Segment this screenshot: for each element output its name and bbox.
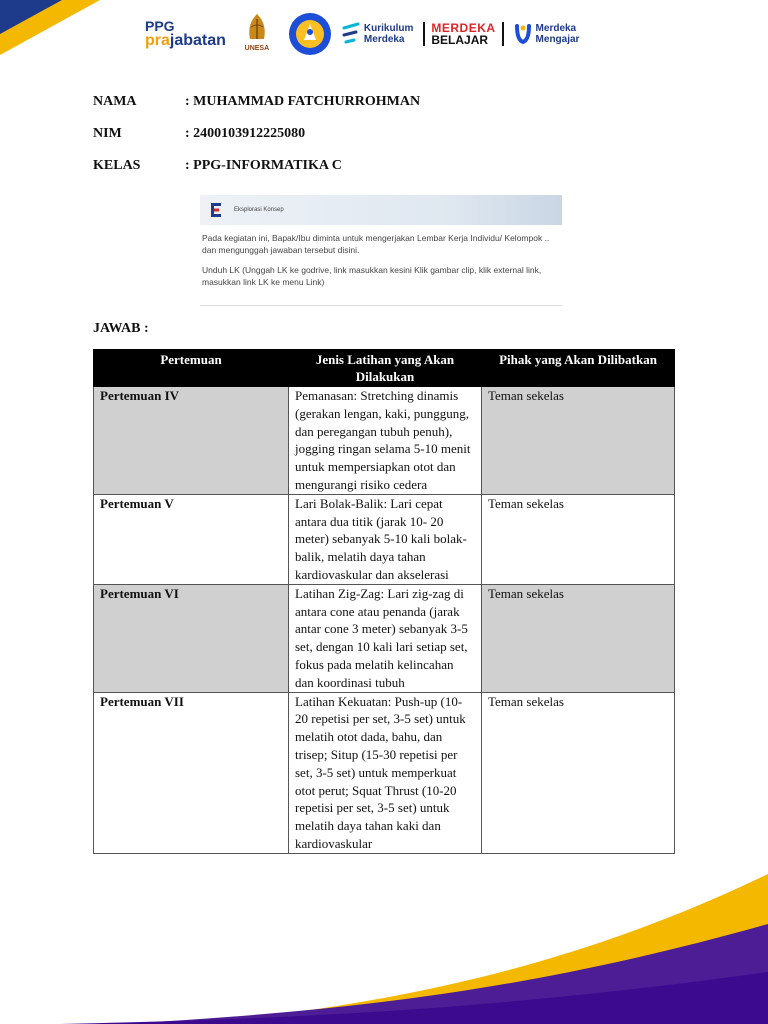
pihak-cell: Teman sekelas bbox=[482, 494, 675, 584]
latihan-cell: Pemanasan: Stretching dinamis (gerakan lengan, kaki, punggung, dan peregangan tubuh penuh), jogging ringan selama 5-10 menit untuk mempersiapkan otot dan mengurangi risiko cedera bbox=[289, 387, 482, 495]
merdeka-mengajar-logo: Merdeka Mengajar bbox=[514, 22, 580, 46]
table-header-row bbox=[94, 350, 675, 387]
identity-value: : PPG-INFORMATIKA C bbox=[185, 158, 342, 173]
pihak-cell: Teman sekelas bbox=[482, 584, 675, 692]
table-row bbox=[94, 494, 675, 584]
identity-label: NIM bbox=[93, 126, 122, 141]
identity-row-nim bbox=[93, 118, 420, 150]
latihan-cell: Latihan Kekuatan: Push-up (10-20 repetisi per set, 3-5 set) untuk melatih otot dada, bahu, dan trisep; Situp (15-30 repetisi per set, 3-5 set) untuk memperkuat otot perut; Squat Thrust (10-20 repetisi per set, 3-5 set) untuk melatih daya tahan kaki dan kardiovaskular bbox=[289, 692, 482, 853]
merdeka-mengajar-icon bbox=[514, 22, 532, 46]
table-row bbox=[94, 692, 675, 853]
instruction-screenshot bbox=[200, 195, 562, 306]
unesa-emblem-icon bbox=[240, 11, 274, 45]
screenshot-paragraph: Unduh LK (Unggah LK ke godrive, link masukkan kesini Klik gambar clip, klik external link, masukkan link LK ke menu Link) bbox=[202, 264, 542, 287]
screenshot-bar-title: Eksplorasi Konsep bbox=[234, 207, 284, 213]
kurikulum-merdeka-logo: Kurikulum Merdeka bbox=[342, 22, 413, 46]
identity-label: KELAS bbox=[93, 158, 141, 173]
ppg-prajabatan-logo: PPG prajabatan bbox=[145, 18, 226, 49]
pertemuan-cell: Pertemuan VII bbox=[94, 692, 289, 853]
identity-row-kelas bbox=[93, 150, 420, 182]
pihak-cell: Teman sekelas bbox=[482, 692, 675, 853]
table-row bbox=[94, 387, 675, 495]
header-logos bbox=[145, 10, 585, 58]
column-header: Pertemuan bbox=[94, 350, 289, 387]
identity-block bbox=[93, 86, 420, 182]
table-row bbox=[94, 584, 675, 692]
pertemuan-cell: Pertemuan V bbox=[94, 494, 289, 584]
footer-wave-decoration-icon bbox=[0, 854, 768, 1024]
identity-row-nama bbox=[93, 86, 420, 118]
column-header: Jenis Latihan yang Akan Dilakukan bbox=[289, 350, 482, 387]
screenshot-header-bar bbox=[200, 195, 562, 225]
pertemuan-cell: Pertemuan IV bbox=[94, 387, 289, 495]
merdeka-belajar-logo: MERDEKA BELAJAR bbox=[423, 22, 503, 46]
identity-value: : MUHAMMAD FATCHURROHMAN bbox=[185, 94, 421, 109]
exercise-plan-table bbox=[93, 349, 675, 854]
corner-decoration-icon bbox=[0, 0, 110, 60]
tut-wuri-handayani-icon bbox=[288, 12, 332, 56]
column-header: Pihak yang Akan Dilibatkan bbox=[482, 350, 675, 387]
e-logo-icon bbox=[210, 202, 224, 218]
kurikulum-merdeka-icon bbox=[342, 22, 360, 46]
identity-value: : 2400103912225080 bbox=[185, 126, 306, 141]
pihak-cell: Teman sekelas bbox=[482, 387, 675, 495]
identity-label: NAMA bbox=[93, 94, 137, 109]
latihan-cell: Lari Bolak-Balik: Lari cepat antara dua titik (jarak 10- 20 meter) sebanyak 5-10 kali bolak-balik, melatih daya tahan kardiovaskular dan akselerasi bbox=[289, 494, 482, 584]
latihan-cell: Latihan Zig-Zag: Lari zig-zag di antara cone atau penanda (jarak antar cone 3 meter) sebanyak 3-5 set, dengan 10 kali lari setiap set, fokus pada melatih kelincahan dan koordinasi tubuh bbox=[289, 584, 482, 692]
screenshot-paragraph: Pada kegiatan ini, Bapak/Ibu diminta untuk mengerjakan Lembar Kerja Individu/ Kelompok .. dan mengunggah jawaban tersebut disini. bbox=[202, 233, 550, 256]
pertemuan-cell: Pertemuan VI bbox=[94, 584, 289, 692]
answer-heading: JAWAB : bbox=[93, 321, 149, 336]
unesa-logo: UNESA bbox=[236, 11, 278, 57]
